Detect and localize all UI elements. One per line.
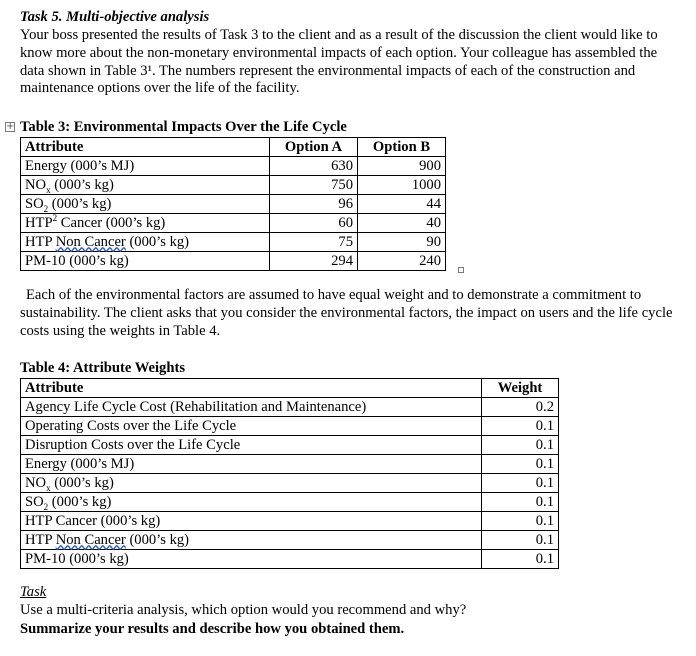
- table3-row-0-option-a: 630: [270, 157, 358, 176]
- table4-row-8-weight: 0.1: [482, 550, 559, 569]
- task-instruction: Summarize your results and describe how you obtained them.: [20, 621, 405, 637]
- table3-row-0-option-b: 900: [358, 157, 446, 176]
- table3-row-2-option-a: 96: [270, 195, 358, 214]
- table3-row-1-attr-post: (000’s kg): [50, 176, 114, 193]
- table3-row-2-attr-post: (000’s kg): [48, 195, 112, 212]
- table4-row-7-attribute: [21, 531, 482, 550]
- table4-row-2-attribute: [21, 436, 482, 455]
- table4-row: [21, 455, 559, 474]
- table3-row-2-attr-sub: 2: [43, 203, 49, 214]
- table4-row: [21, 417, 559, 436]
- table4-caption: Table 4: Attribute Weights: [20, 360, 186, 376]
- table4-row-6-weight: 0.1: [482, 512, 559, 531]
- table4-header-row: [21, 379, 559, 398]
- table3-row-5-option-b: 240: [358, 252, 446, 271]
- table4-row-5-weight: 0.1: [482, 493, 559, 512]
- table3-row-3-option-b: 40: [358, 214, 446, 233]
- table4-row: [21, 474, 559, 493]
- table4-row: [21, 550, 559, 569]
- table4-header-weight: Weight: [482, 379, 559, 398]
- table3-row-2-attr-pre: SO: [25, 195, 44, 212]
- table4-row-6-attr-pre: HTP Cancer (000’s kg): [25, 512, 161, 529]
- table3-row-1-option-b: 1000: [358, 176, 446, 195]
- table3-row-5-attribute: [21, 252, 270, 271]
- table4-row-7-attr-post: (000’s kg): [125, 531, 190, 548]
- table3-header-row: [21, 138, 446, 157]
- table3-row-5-attr-pre: PM-10 (000’s kg): [25, 252, 129, 269]
- table4-row-3-weight: 0.1: [482, 455, 559, 474]
- table4-row-7-weight: 0.1: [482, 531, 559, 550]
- table4-row-8-attr-pre: PM-10 (000’s kg): [25, 550, 129, 567]
- table3-row-2-option-b: 44: [358, 195, 446, 214]
- task-heading: Task 5. Multi-objective analysis: [20, 9, 210, 25]
- table3-row: [21, 176, 446, 195]
- table3-row-4-attr-pre: HTP: [25, 233, 56, 250]
- table4-row-2-attr-pre: Disruption Costs over the Life Cycle: [25, 436, 241, 453]
- table4-row-4-attr-post: (000’s kg): [50, 474, 114, 491]
- table3-row-1-option-a: 750: [270, 176, 358, 195]
- table3-row-3-attr-post: Cancer (000’s kg): [57, 214, 166, 231]
- table4-row: [21, 493, 559, 512]
- table3-row-3-attr-pre: HTP: [25, 214, 53, 231]
- table4-header-attribute: Attribute: [21, 379, 482, 398]
- table3-row-4-option-b: 90: [358, 233, 446, 252]
- table3-caption: Table 3: Environmental Impacts Over the Life Cycle: [20, 119, 347, 135]
- table4-row-8-attribute: [21, 550, 482, 569]
- table3-row-1-attribute: [21, 176, 270, 195]
- table4-row-0-weight: 0.2: [482, 398, 559, 417]
- table3-row: [21, 233, 446, 252]
- table3-row-5-option-a: 294: [270, 252, 358, 271]
- table4-row-3-attribute: [21, 455, 482, 474]
- table3-row: [21, 195, 446, 214]
- table4-row-1-attribute: [21, 417, 482, 436]
- table3-row-3-attribute: [21, 214, 270, 233]
- table4-row-4-attribute: [21, 474, 482, 493]
- table4-attribute-weights: [20, 378, 559, 569]
- table4-row-7-attr-pre: HTP: [25, 531, 56, 548]
- table4-row-3-attr-pre: Energy (000’s MJ): [25, 455, 135, 472]
- table3-environmental-impacts: [20, 137, 446, 271]
- table3-row-4-attr-post: (000’s kg): [125, 233, 190, 250]
- table3-header-option-a: Option A: [270, 138, 358, 157]
- table4-row-5-attr-post: (000’s kg): [48, 493, 112, 510]
- task-label: Task: [20, 584, 47, 600]
- table4-row-6-attribute: [21, 512, 482, 531]
- table3-row: [21, 214, 446, 233]
- table3-row-2-attribute: [21, 195, 270, 214]
- table4-row-1-weight: 0.1: [482, 417, 559, 436]
- table4-row-4-attr-sub: x: [46, 482, 51, 493]
- weights-paragraph: Each of the environmental factors are assumed to have equal weight and to demonstrate a commitment to sustainability. The client asks that you consider the environmental factors, the impact on users and the life cycle costs using the weights in Table 4.: [20, 287, 673, 339]
- table4-row-4-attr-pre: NO: [25, 474, 47, 491]
- table3-row-4-attribute: [21, 233, 270, 252]
- table3-row-3-option-a: 60: [270, 214, 358, 233]
- table4-row-1-attr-pre: Operating Costs over the Life Cycle: [25, 417, 237, 434]
- table4-row-7-attr-ul: Non Cancer: [55, 531, 126, 548]
- intro-paragraph: Your boss presented the results of Task 3 to the client and as a result of the discussion the client would like to know more about the non-monetary environmental impacts of each option. Your colleague has assembled the data shown in Table 3¹. The numbers represent the environmental impacts of each of the construction and maintenance options over the life of the facility.: [20, 27, 658, 97]
- table3-row-4-attr-ul: Non Cancer: [55, 233, 126, 250]
- table3-row-1-attr-pre: NO: [25, 176, 47, 193]
- table4-row: [21, 436, 559, 455]
- table3-row-0-attribute: [21, 157, 270, 176]
- table4-row: [21, 398, 559, 417]
- table3-row-4-option-a: 75: [270, 233, 358, 252]
- table3-header-option-b: Option B: [358, 138, 446, 157]
- table-move-handle-icon[interactable]: +: [6, 121, 15, 132]
- table4-row: [21, 512, 559, 531]
- table4-row-4-weight: 0.1: [482, 474, 559, 493]
- table4-row-0-attribute: [21, 398, 482, 417]
- table3-row: [21, 252, 446, 271]
- table-resize-handle-icon[interactable]: [458, 267, 464, 273]
- table4-row-5-attr-pre: SO: [25, 493, 44, 510]
- task-question: Use a multi-criteria analysis, which option would you recommend and why?: [20, 602, 467, 618]
- table4-row: [21, 531, 559, 550]
- table3-row-1-attr-sub: x: [46, 184, 51, 195]
- table4-row-5-attr-sub: 2: [43, 501, 49, 512]
- table3-row-3-attr-sup: 2: [52, 212, 58, 223]
- table4-row-5-attribute: [21, 493, 482, 512]
- table3-header-attribute: Attribute: [21, 138, 270, 157]
- table4-row-0-attr-pre: Agency Life Cycle Cost (Rehabilitation and Maintenance): [25, 398, 367, 415]
- table4-row-2-weight: 0.1: [482, 436, 559, 455]
- table3-row-0-attr-pre: Energy (000’s MJ): [25, 157, 135, 174]
- table3-row: [21, 157, 446, 176]
